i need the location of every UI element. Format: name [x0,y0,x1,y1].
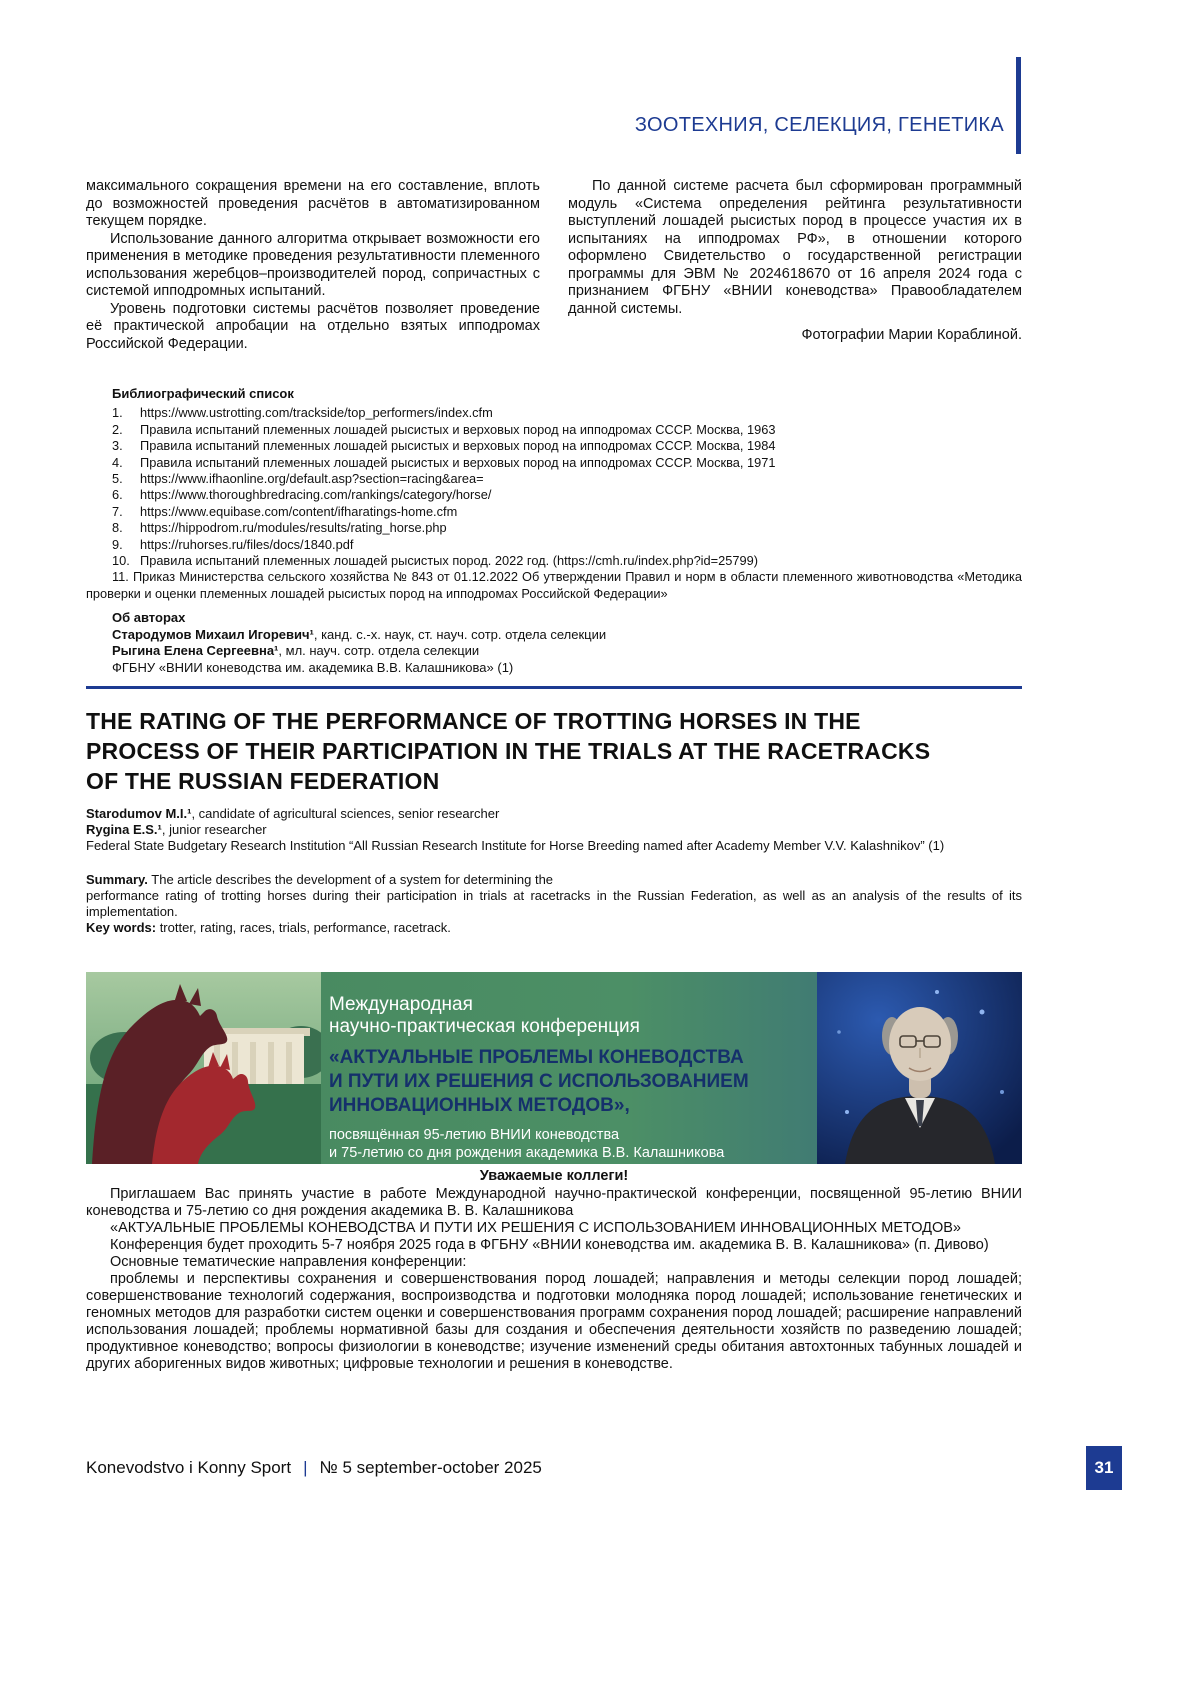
bibliography-item [112,455,1022,471]
english-authors [86,806,1022,854]
paragraph: Основные тематические направления конференции: [110,1254,467,1270]
english-article-title [86,706,1022,796]
item-text: Правила испытаний племенных лошадей рысистых и верховых пород на ипподромах СССР. Москва, 1963 [140,421,776,437]
keywords-line [86,920,1022,936]
bibliography-item [112,504,1022,520]
about-authors-title: Об авторах [112,610,186,625]
title-line: THE RATING OF THE PERFORMANCE OF TROTTING HORSES IN THE [86,708,861,734]
item-number: 9. [112,536,123,552]
item-text: https://www.equibase.com/content/ifharatings-home.cfm [140,503,458,519]
conference-title-line: И ПУТИ ИХ РЕШЕНИЯ С ИСПОЛЬЗОВАНИЕМ [329,1071,749,1092]
item-text: Приказ Министерства сельского хозяйства № 843 от 01.12.2022 Об утверждении Правил и норм в области племенного животноводства «Методика проверки и оценки племенных лошадей рысистых пород на ипподромах Российской Федерации» [86,569,1022,601]
conference-title-line: ИННОВАЦИОННЫХ МЕТОДОВ», [329,1095,630,1116]
invitation-greeting: Уважаемые коллеги! [479,1168,629,1184]
item-number: 6. [112,487,123,503]
article-body-columns [86,178,1022,353]
item-text: https://hippodrom.ru/modules/results/rating_horse.php [140,520,447,536]
bibliography-item [112,422,1022,438]
section-heading: ЗООТЕХНИЯ, СЕЛЕКЦИЯ, ГЕНЕТИКА [634,114,1004,136]
item-text: Правила испытаний племенных лошадей рысистых и верховых пород на ипподромах СССР. Москва, 1984 [140,438,776,454]
item-text: https://ruhorses.ru/files/docs/1840.pdf [140,536,354,552]
author-role: , junior researcher [161,822,267,837]
item-number: 2. [112,421,123,437]
paragraph: Уровень подготовки системы расчётов позволяет проведение её практической апробации на отдельно взятых ипподромах Российской Федерации. [86,300,540,352]
journal-name: Konevodstvo i Konny Sport [86,1458,292,1477]
paragraph: Использование данного алгоритма открывает возможности его применения в методике проведения результативности племенного использования жеребцов–производителей пород, сопричастных с системой ипподромных испытаний. [86,230,540,299]
author-name: Стародумов Михаил Игоревич¹ [112,626,314,642]
photo-credit: Фотографии Марии Кораблиной. [801,327,1022,343]
bibliography-item [112,487,1022,503]
item-number: 1. [112,405,123,421]
paragraph: По данной системе расчета был сформирован программный модуль «Система определения рейтинга результативности выступлений лошадей рысистых пород в процессе участия их в испытаниях на ипподромах РФ», в отношении которого оформлено Свидетельство о государственной регистрации программы для ЭВМ № 2024618670 от 16 апреля 2024 года с признанием ФГБНУ «ВНИИ коневодства» Правообладателем данной системы. [568,178,1022,317]
author-name: Рыгина Елена Сергеевна¹ [112,643,279,658]
bibliography-title: Библиографический список [112,386,294,401]
bibliography-item [112,471,1022,487]
item-number: 8. [112,520,123,536]
bibliography-item [112,537,1022,553]
footer-separator: | [303,1458,308,1477]
section-divider-rule [86,686,1022,689]
summary-block [86,872,1022,936]
bibliography-item [86,569,1022,602]
summary-text: performance rating of trotting horses during their participation in trials at racetracks in the Russian Federation, as well as an analysis of the results of its implementation. [86,888,1022,919]
title-line: PROCESS OF THEIR PARTICIPATION IN THE TRIALS AT THE RACETRACKS [86,738,931,764]
conference-banner [86,972,1022,1164]
portrait-photo-icon [817,972,1022,1164]
keywords-text: trotter, rating, races, trials, performance, racetrack. [156,920,451,935]
bibliography-item [112,520,1022,536]
page-number-badge: 31 [1086,1446,1122,1490]
conference-invitation [86,1168,1022,1373]
affiliation-line: Federal State Budgetary Research Institution “All Russian Research Institute for Horse Breeding named after Academy Member V.V. Kalashnikov” (1) [86,838,945,853]
summary-text: The article describes the development of a system for determining the [147,872,554,887]
item-text: Правила испытаний племенных лошадей рысистых пород. 2022 год. (https://cmh.ru/index.php?id=25799) [140,553,758,569]
paragraph: «АКТУАЛЬНЫЕ ПРОБЛЕМЫ КОНЕВОДСТВА И ПУТИ ИХ РЕШЕНИЯ С ИСПОЛЬЗОВАНИЕМ ИННОВАЦИОННЫХ МЕТОДОВ» [110,1220,961,1236]
header-accent-bar [1016,57,1021,154]
author-line [86,822,1022,838]
horses-artwork-icon [86,972,321,1164]
author-role: , канд. с.-х. наук, ст. науч. сотр. отдела селекции [313,626,607,642]
author-role: , candidate of agricultural sciences, senior researcher [191,806,500,821]
issue-info: № 5 september-october 2025 [319,1458,542,1477]
item-number: 4. [112,454,123,470]
bibliography-item [112,405,1022,421]
paragraph: Приглашаем Вас принять участие в работе Международной научно-практической конференции, посвященной 95-летию ВНИИ коневодства и 75-летию со дня рождения академика В. В. Калашникова [86,1186,1022,1219]
conference-kicker: научно-практическая конференция [329,1016,640,1037]
bibliography [86,386,1022,602]
about-authors [86,610,1022,676]
item-text: https://www.thoroughbredracing.com/rankings/category/horse/ [140,487,492,503]
conference-subtitle-line: и 75-летию со дня рождения академика В.В. Калашникова [329,1145,725,1161]
conference-banner-text [321,972,817,1164]
keywords-label: Key words: [86,920,157,935]
bibliography-list [112,405,1022,569]
summary-label: Summary. [86,872,148,887]
academician-portrait-image [817,972,1022,1164]
item-number: 10. [112,553,130,569]
conference-title [329,1046,809,1118]
bibliography-item [112,438,1022,454]
conference-kicker: Международная [329,994,473,1015]
journal-footer [86,1458,542,1478]
author-name: Starodumov M.I.¹ [86,806,192,821]
left-column [86,178,540,353]
item-number: 11. [112,569,129,585]
paragraph: максимального сокращения времени на его составление, вплоть до возможностей проведения расчётов в автоматизированном текущем порядке. [86,178,540,229]
author-name: Rygina E.S.¹ [86,822,162,837]
item-text: https://www.ustrotting.com/trackside/top_performers/index.cfm [140,405,493,421]
author-line [86,806,1022,822]
title-line: OF THE RUSSIAN FEDERATION [86,768,440,794]
conference-subtitle [329,1126,809,1162]
item-number: 3. [112,438,123,454]
author-line [112,627,1022,644]
item-text: Правила испытаний племенных лошадей рысистых и верховых пород на ипподромах СССР. Москва, 1971 [140,454,776,470]
conference-title-line: «АКТУАЛЬНЫЕ ПРОБЛЕМЫ КОНЕВОДСТВА [329,1047,744,1068]
paragraph: Конференция будет проходить 5-7 ноября 2025 года в ФГБНУ «ВНИИ коневодства им. академика В. В. Калашникова» (п. Дивово) [110,1237,989,1253]
affiliation-line: ФГБНУ «ВНИИ коневодства им. академика В.В. Калашникова» (1) [112,659,514,675]
bibliography-item [112,553,1022,569]
conference-subtitle-line: посвящённая 95-летию ВНИИ коневодства [329,1127,620,1143]
item-number: 7. [112,503,123,519]
conference-horses-image [86,972,321,1164]
item-text: https://www.ifhaonline.org/default.asp?section=racing&area= [140,471,484,487]
author-line [112,643,1022,660]
author-role: , мл. науч. сотр. отдела селекции [278,643,480,658]
right-column [568,178,1022,353]
paragraph: проблемы и перспективы сохранения и совершенствования пород лошадей; направления и методы селекции пород лошадей; совершенствование технологий содержания, воспроизводства и подготовки молодняка пород лошадей; использование генетических и геномных методов для разработки систем оценки и совершенствования программ сохранения пород лошадей; расширение направлений использования лошадей; проблемы нормативной базы для создания и обеспечения деятельности хозяйств по разведению лошадей; продуктивное коневодство; вопросы физиологии в коневодстве; изучение изменений среды обитания автохтонных табунных лошадей и других аборигенных видов животных; цифровые технологии и решения в коневодстве. [86,1271,1022,1372]
item-number: 5. [112,471,123,487]
